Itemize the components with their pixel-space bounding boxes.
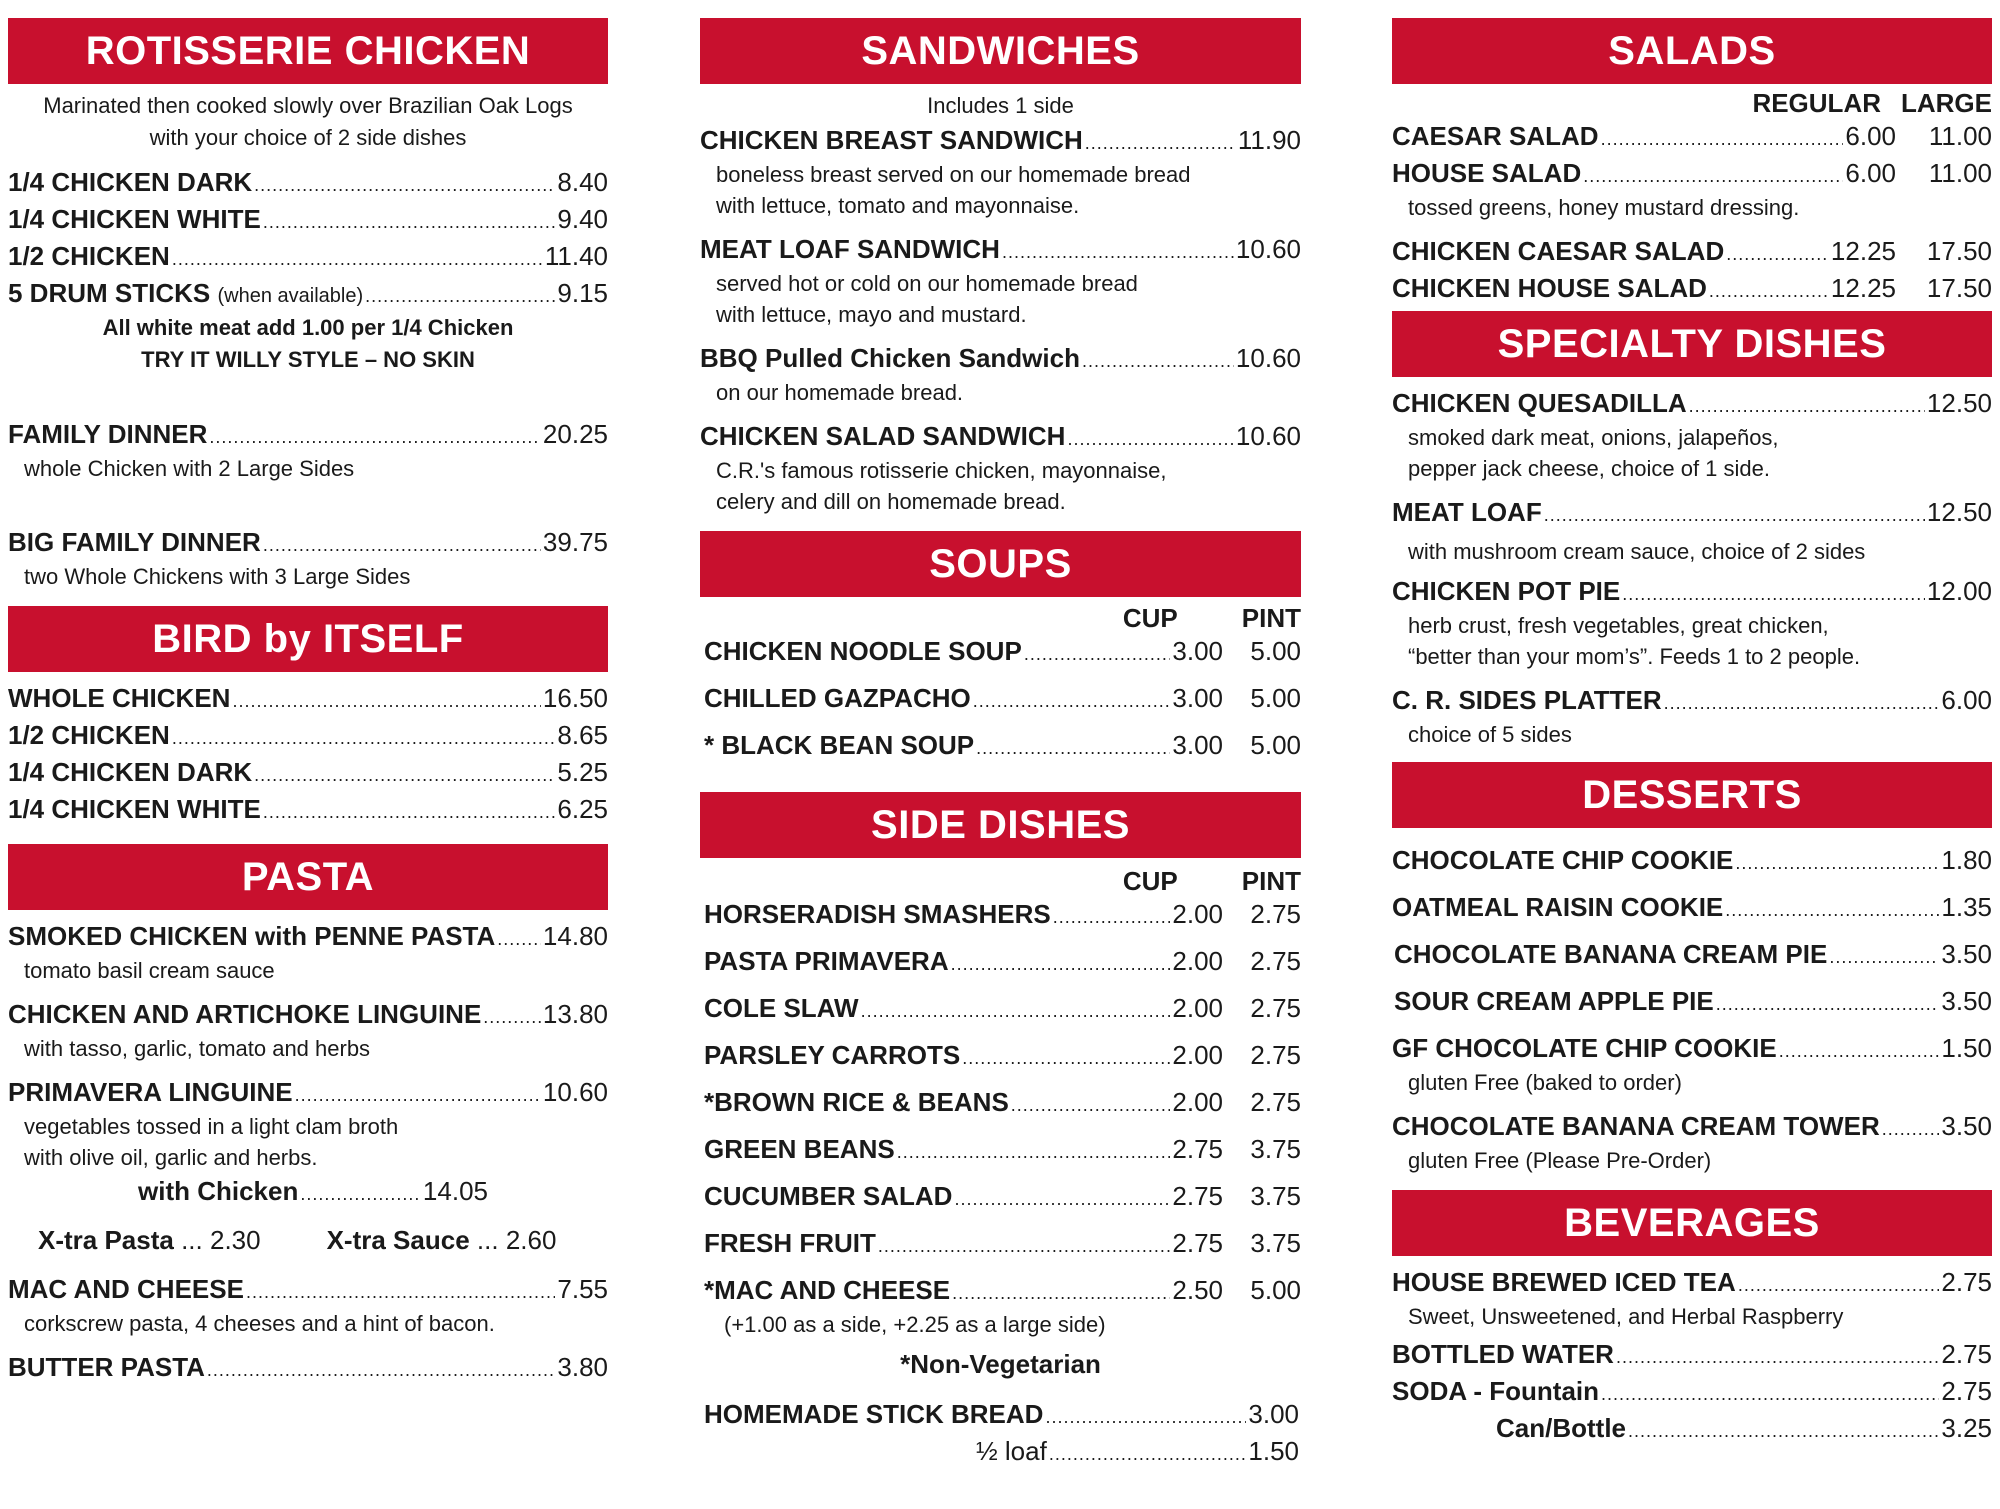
menu-item: CAESAR SALAD ..... 6.00 11.00 bbox=[1392, 118, 1992, 155]
menu-item-desc: with tasso, garlic, tomato and herbs bbox=[24, 1036, 371, 1061]
beverages-banner: BEVERAGES bbox=[1392, 1190, 1992, 1256]
side-dishes-banner: SIDE DISHES bbox=[700, 792, 1301, 858]
menu-item: HOMEMADE STICK BREAD ..... 3.00 bbox=[700, 1396, 1301, 1433]
menu-item-desc: two Whole Chickens with 3 Large Sides bbox=[24, 564, 411, 589]
side-dish-row: HORSERADISH SMASHERS ..... 2.00 2.75 bbox=[700, 896, 1301, 933]
side-dishes-list bbox=[700, 896, 1301, 1309]
menu-item: SODA - Fountain ..... 2.75 bbox=[1392, 1373, 1992, 1410]
menu-item: MAC AND CHEESE ..... 7.55 bbox=[8, 1271, 608, 1308]
menu-item-desc: with olive oil, garlic and herbs. bbox=[24, 1145, 318, 1170]
side-dish-row: GREEN BEANS ..... 2.75 3.75 bbox=[700, 1131, 1301, 1168]
menu-item-desc: on our homemade bread. bbox=[716, 380, 964, 405]
menu-item-desc: with mushroom cream sauce, choice of 2 sides bbox=[1408, 539, 1866, 564]
menu-item: CHOCOLATE BANANA CREAM PIE ..... 3.50 bbox=[1392, 936, 1992, 973]
menu-item-desc: vegetables tossed in a light clam broth bbox=[24, 1114, 399, 1139]
menu-column-left bbox=[8, 18, 608, 1386]
side-dish-row: FRESH FRUIT ..... 2.75 3.75 bbox=[700, 1225, 1301, 1262]
side-dish-row: CUCUMBER SALAD ..... 2.75 3.75 bbox=[700, 1178, 1301, 1215]
menu-item-desc: gluten Free (Please Pre-Order) bbox=[1408, 1148, 1712, 1173]
menu-item-big-family-dinner: BIG FAMILY DINNER ..... 39.75 bbox=[8, 524, 608, 561]
menu-item: CHICKEN SALAD SANDWICH ..... 10.60 bbox=[700, 418, 1301, 455]
menu-item: SMOKED CHICKEN with PENNE PASTA ..... 14.80 bbox=[8, 918, 608, 955]
menu-item: OATMEAL RAISIN COOKIE ..... 1.35 bbox=[1392, 889, 1992, 926]
white-meat-note: All white meat add 1.00 per 1/4 Chicken bbox=[102, 315, 514, 340]
menu-item: MEAT LOAF SANDWICH ..... 10.60 bbox=[700, 231, 1301, 268]
pasta-banner: PASTA bbox=[8, 844, 608, 910]
menu-item: 1/4 CHICKEN WHITE ..... 6.25 bbox=[8, 791, 608, 828]
specialty-dishes-banner: SPECIALTY DISHES bbox=[1392, 311, 1992, 377]
menu-item-desc: gluten Free (baked to order) bbox=[1408, 1070, 1682, 1095]
xtra-sauce: X-tra Sauce ... 2.60 bbox=[326, 1225, 557, 1255]
menu-item: BBQ Pulled Chicken Sandwich ..... 10.60 bbox=[700, 340, 1301, 377]
menu-item: CHICKEN CAESAR SALAD ..... 12.25 17.50 bbox=[1392, 233, 1992, 270]
menu-item-desc: smoked dark meat, onions, jalapeños, bbox=[1408, 425, 1779, 450]
salads-banner: SALADS bbox=[1392, 18, 1992, 84]
menu-item: C. R. SIDES PLATTER ..... 6.00 bbox=[1392, 682, 1992, 719]
rotisserie-intro-2: with your choice of 2 side dishes bbox=[149, 125, 467, 150]
menu-item-desc: corkscrew pasta, 4 cheeses and a hint of bacon. bbox=[24, 1311, 495, 1336]
menu-item: HOUSE SALAD ..... 6.00 11.00 bbox=[1392, 155, 1992, 192]
soups-column-headers: CUP PINT bbox=[1122, 603, 1301, 633]
menu-item-desc: served hot or cold on our homemade bread bbox=[716, 271, 1138, 296]
menu-item: * BLACK BEAN SOUP ..... 3.00 5.00 bbox=[700, 727, 1301, 764]
menu-item: BOTTLED WATER ..... 2.75 bbox=[1392, 1336, 1992, 1373]
desserts-banner: DESSERTS bbox=[1392, 762, 1992, 828]
salads-column-headers: REGULAR LARGE bbox=[1752, 88, 1992, 118]
menu-item: CHOCOLATE BANANA CREAM TOWER ..... 3.50 bbox=[1392, 1108, 1992, 1145]
menu-item-desc: tossed greens, honey mustard dressing. bbox=[1408, 195, 1800, 220]
menu-item-desc: pepper jack cheese, choice of 1 side. bbox=[1408, 456, 1771, 481]
menu-item-desc: celery and dill on homemade bread. bbox=[716, 489, 1066, 514]
menu-item: PRIMAVERA LINGUINE ..... 10.60 bbox=[8, 1074, 608, 1111]
menu-item-desc: choice of 5 sides bbox=[1408, 722, 1572, 747]
menu-item-desc: herb crust, fresh vegetables, great chicken, bbox=[1408, 613, 1829, 638]
extras-row bbox=[8, 1222, 608, 1259]
side-dish-row: PARSLEY CARROTS ..... 2.00 2.75 bbox=[700, 1037, 1301, 1074]
menu-item: MEAT LOAF ..... 12.50 bbox=[1392, 494, 1992, 531]
menu-item-family-dinner: FAMILY DINNER ..... 20.25 bbox=[8, 416, 608, 453]
menu-item: 1/4 CHICKEN DARK ..... 5.25 bbox=[8, 754, 608, 791]
menu-item-desc: whole Chicken with 2 Large Sides bbox=[24, 456, 355, 481]
menu-item: 1/4 CHICKEN WHITE ..... 9.40 bbox=[8, 201, 608, 238]
menu-item: CHOCOLATE CHIP COOKIE ..... 1.80 bbox=[1392, 842, 1992, 879]
sandwich-side-note: Includes 1 side bbox=[927, 93, 1074, 118]
menu-item: HOUSE BREWED ICED TEA ..... 2.75 bbox=[1392, 1264, 1992, 1301]
menu-item: CHICKEN POT PIE ..... 12.00 bbox=[1392, 573, 1992, 610]
menu-item-desc: boneless breast served on our homemade bread bbox=[716, 162, 1191, 187]
menu-item: CHICKEN NOODLE SOUP ..... 3.00 5.00 bbox=[700, 633, 1301, 670]
menu-item-desc: “better than your mom’s”. Feeds 1 to 2 people. bbox=[1408, 644, 1861, 669]
menu-item: 1/4 CHICKEN DARK ..... 8.40 bbox=[8, 164, 608, 201]
sides-column-headers: CUP PINT bbox=[1122, 866, 1301, 896]
menu-column-right bbox=[1392, 18, 1992, 1447]
willy-style-note: TRY IT WILLY STYLE – NO SKIN bbox=[141, 347, 475, 372]
menu-item: 5 DRUM STICKS (when available) ..... 9.15 bbox=[8, 275, 608, 312]
menu-item: CHILLED GAZPACHO ..... 3.00 5.00 bbox=[700, 680, 1301, 717]
menu-item: Can/Bottle ..... 3.25 bbox=[1392, 1410, 1992, 1447]
menu-item-desc: tomato basil cream sauce bbox=[24, 958, 275, 983]
menu-column-center bbox=[700, 18, 1301, 1470]
non-vegetarian-note: *Non-Vegetarian bbox=[900, 1349, 1101, 1379]
side-dish-row: *BROWN RICE & BEANS ..... 2.00 2.75 bbox=[700, 1084, 1301, 1121]
menu-item-desc: C.R.'s famous rotisserie chicken, mayonnaise, bbox=[716, 458, 1167, 483]
menu-item-desc: with lettuce, mayo and mustard. bbox=[716, 302, 1027, 327]
menu-item-desc: Sweet, Unsweetened, and Herbal Raspberry bbox=[1408, 1304, 1844, 1329]
xtra-pasta: X-tra Pasta ... 2.30 bbox=[38, 1225, 261, 1255]
menu-item: CHICKEN BREAST SANDWICH ..... 11.90 bbox=[700, 122, 1301, 159]
side-dish-row: COLE SLAW ..... 2.00 2.75 bbox=[700, 990, 1301, 1027]
soups-banner: SOUPS bbox=[700, 531, 1301, 597]
menu-item: GF CHOCOLATE CHIP COOKIE ..... 1.50 bbox=[1392, 1030, 1992, 1067]
menu-item: BUTTER PASTA ..... 3.80 bbox=[8, 1349, 608, 1386]
sandwiches-banner: SANDWICHES bbox=[700, 18, 1301, 84]
bird-by-itself-banner: BIRD by ITSELF bbox=[8, 606, 608, 672]
menu-item: 1/2 CHICKEN ..... 8.65 bbox=[8, 717, 608, 754]
menu-item-desc: with lettuce, tomato and mayonnaise. bbox=[716, 193, 1080, 218]
menu-item: CHICKEN HOUSE SALAD ..... 12.25 17.50 bbox=[1392, 270, 1992, 307]
menu-item: WHOLE CHICKEN ..... 16.50 bbox=[8, 680, 608, 717]
mac-note: (+1.00 as a side, +2.25 as a large side) bbox=[724, 1312, 1106, 1337]
menu-item: CHICKEN AND ARTICHOKE LINGUINE ..... 13.80 bbox=[8, 996, 608, 1033]
side-dish-row: PASTA PRIMAVERA ..... 2.00 2.75 bbox=[700, 943, 1301, 980]
menu-item: 1/2 CHICKEN ..... 11.40 bbox=[8, 238, 608, 275]
rotisserie-chicken-banner: ROTISSERIE CHICKEN bbox=[8, 18, 608, 84]
menu-item: CHICKEN QUESADILLA ..... 12.50 bbox=[1392, 385, 1992, 422]
menu-item: ½ loaf ..... 1.50 bbox=[700, 1433, 1301, 1470]
menu-item: SOUR CREAM APPLE PIE ..... 3.50 bbox=[1392, 983, 1992, 1020]
rotisserie-intro-1: Marinated then cooked slowly over Brazilian Oak Logs bbox=[43, 93, 573, 118]
with-chicken-option: with Chicken ..... 14.05 bbox=[8, 1173, 488, 1210]
side-dish-row: *MAC AND CHEESE ..... 2.50 5.00 bbox=[700, 1272, 1301, 1309]
